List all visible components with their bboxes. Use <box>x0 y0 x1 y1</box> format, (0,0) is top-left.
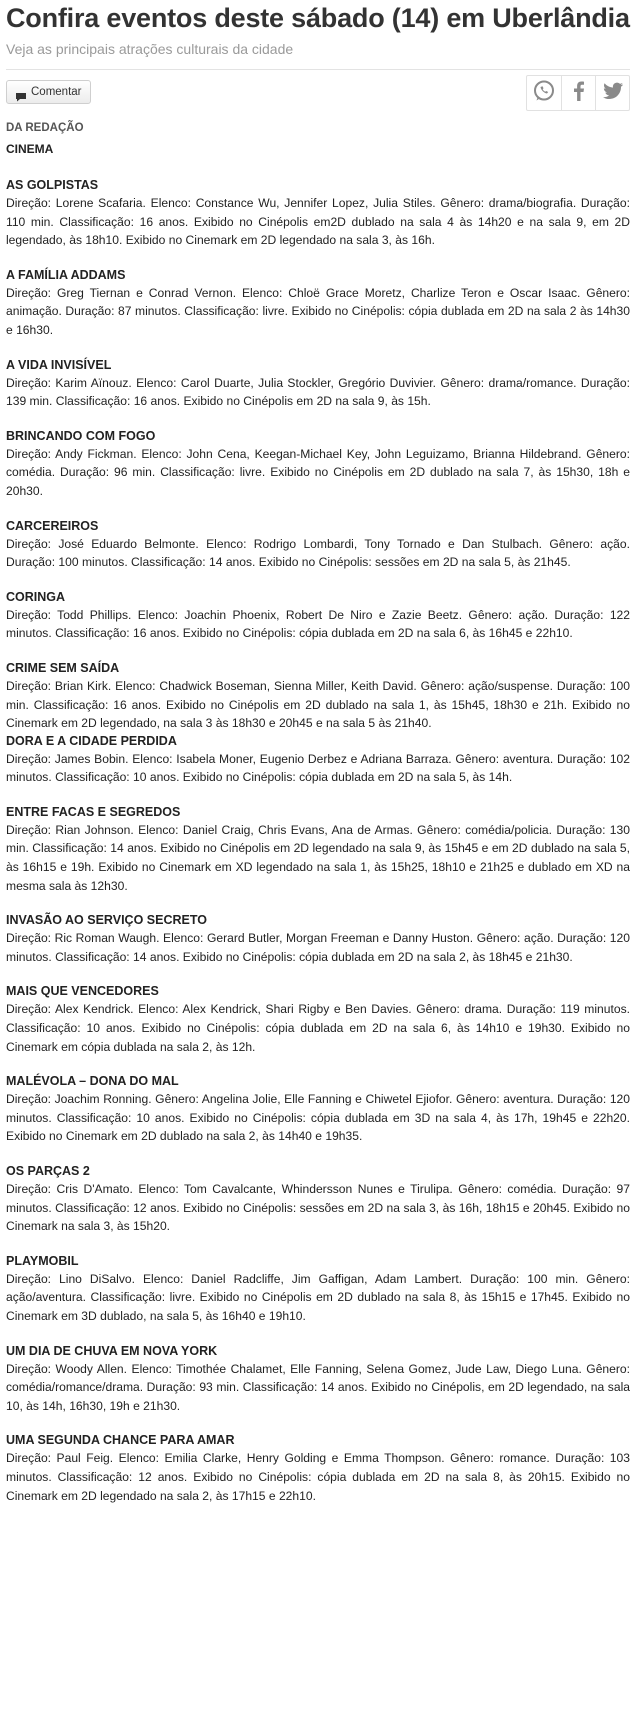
movie-details: Direção: Joachim Ronning. Gênero: Angelina Jolie, Elle Fanning e Chiwetel Ejiofor. Gênero: aventura. Duração: 120 minutos. Classificação: 10 anos. Exibido no Cinépolis: cópia dublada em 3D na sala 4, às 17h, 19h45 e 22h20. Exibido no Cinemark em 2D dublado na sala 2, às 14h40 e 19h35. <box>6 1092 630 1144</box>
movie-title: MALÉVOLA – DONA DO MAL <box>6 1074 179 1089</box>
movie-details: Direção: Karim Aïnouz. Elenco: Carol Duarte, Julia Stockler, Gregório Duvivier. Gênero: drama/romance. Duração: 139 min. Classificação: 16 anos. Exibido no Cinépolis em 2D na sala 9, às 15h. <box>6 375 630 409</box>
movie-item <box>6 1343 630 1416</box>
movie-details: Direção: James Bobin. Elenco: Isabela Moner, Eugenio Derbez e Adriana Barraza. Gênero: aventura. Duração: 102 minutos. Classificação: 10 anos. Exibido no Cinépolis: cópia dublada em 2D na sala 5, às 14h. <box>6 751 630 785</box>
movie-title: UM DIA DE CHUVA EM NOVA YORK <box>6 1343 218 1358</box>
spacer <box>6 501 630 518</box>
movie-item <box>6 428 630 501</box>
byline: DA REDAÇÃO <box>6 122 84 134</box>
movie-details: Direção: Woody Allen. Elenco: Timothée Chalamet, Elle Fanning, Selena Gomez, Jude Law, Diego Luna. Gênero: comédia/romance/drama. Duração: 93 min. Classificação: 14 anos. Exibido no Cinépolis, em 2D legendado, na sala 10, às 14h, 16h30, 19h e 21h30. <box>6 1361 630 1413</box>
movie-title: DORA E A CIDADE PERDIDA <box>6 733 177 748</box>
spacer <box>6 895 630 912</box>
movie-details: Direção: Rian Johnson. Elenco: Daniel Craig, Chris Evans, Ana de Armas. Gênero: comédia/policia. Duração: 130 min. Classificação: 14 anos. Exibido no Cinépolis em 2D legendado na sala 9, às 15h45 e em 2D dublado na sala 5, às 16h15 e 19h. Exibido no Cinemark em XD legendado na sala 1, às 15h25, 18h10 e 21h25 e dublado em XD na mesma sala às 12h30. <box>6 822 630 893</box>
spacer <box>6 1236 630 1253</box>
movie-title: MAIS QUE VENCEDORES <box>6 984 159 999</box>
movie-title: ENTRE FACAS E SEGREDOS <box>6 804 181 819</box>
spacer <box>6 643 630 660</box>
speech-bubble-icon <box>15 87 27 97</box>
spacer <box>6 1415 630 1432</box>
movie-item <box>6 357 630 411</box>
spacer <box>6 1326 630 1343</box>
share-buttons <box>526 75 630 111</box>
movie-details: Direção: Cris D'Amato. Elenco: Tom Cavalcante, Whindersson Nunes e Tirulipa. Gênero: comédia. Duração: 97 minutos. Classificação: 12 anos. Exibido no Cinépolis: sessões em 2D na sala 3, às 16h, 18h15 e 20h45. Exibido no Cinemark na sala 3, às 15h20. <box>6 1182 630 1234</box>
movie-item <box>6 804 630 895</box>
movie-item <box>6 733 630 787</box>
share-twitter-button[interactable] <box>595 76 629 110</box>
movie-title: CARCEREIROS <box>6 518 99 533</box>
movie-item <box>6 1163 630 1236</box>
whatsapp-icon <box>532 79 556 108</box>
spacer <box>6 340 630 357</box>
movie-details: Direção: Todd Phillips. Elenco: Joachin Phoenix, Robert De Niro e Zazie Beetz. Gênero: ação. Duração: 122 minutos. Classificação: 16 anos. Exibido no Cinépolis: cópia dublada em 2D na sala 6, às 16h45 e 22h10. <box>6 607 630 641</box>
article-title: Confira eventos deste sábado (14) em Uberlândia <box>6 3 630 33</box>
comment-button-label: Comentar <box>31 86 82 98</box>
movie-details: Direção: Lino DiSalvo. Elenco: Daniel Radcliffe, Jim Gaffigan, Adam Lambert. Duração: 100 min. Gênero: ação/aventura. Classificação: livre. Exibido no Cinépolis em 2D dublado na sala 8, às 15h15 e 17h45. Exibido no Cinemark em 3D dublado, na sala 5, às 16h40 e 19h10. <box>6 1271 630 1323</box>
movie-details: Direção: Lorene Scafaria. Elenco: Constance Wu, Jennifer Lopez, Julia Stiles. Gênero: drama/biografia. Duração: 110 min. Classificação: 16 anos. Exibido no Cinépolis em2D dublado na sala 4 às 14h20 e na sala 9, em 2D legendado, às 18h10. Exibido no Cinemark em 2D legendado na sala 3, às 16h. <box>6 196 630 248</box>
spacer <box>6 411 630 428</box>
movie-details: Direção: Ric Roman Waugh. Elenco: Gerard Butler, Morgan Freeman e Danny Huston. Gênero: ação. Duração: 120 minutos. Classificação: 14 anos. Exibido no Cinépolis: cópia dublada em 2D na sala 2, às 18h45 e 21h30. <box>6 931 630 964</box>
movie-details: Direção: Brian Kirk. Elenco: Chadwick Boseman, Sienna Miller, Keith David. Gênero: ação/suspense. Duração: 100 min. Classificação: 16 anos. Exibido no Cinépolis em 2D dublado na sala 1, às 15h45, 18h30 e 21h. Exibido no Cinemark em 2D legendado, na sala 3 às 18h30 e 20h45 e na sala 5 às 21h40. <box>6 678 630 731</box>
section-heading: CINEMA <box>6 142 54 156</box>
movie-details: Direção: Greg Tiernan e Conrad Vernon. Elenco: Chloë Grace Moretz, Charlize Teron e Oscar Isaac. Gênero: animação. Duração: 87 minutos. Classificação: livre. Exibido no Cinépolis: cópia dublada em 2D na sala 2 às 14h30 e 16h30. <box>6 285 630 337</box>
movie-item <box>6 1253 630 1326</box>
spacer <box>6 787 630 804</box>
movie-list <box>6 177 630 1505</box>
movie-title: PLAYMOBIL <box>6 1253 79 1268</box>
movie-item <box>6 1073 630 1146</box>
movie-title: OS PARÇAS 2 <box>6 1164 90 1178</box>
movie-details: Direção: Alex Kendrick. Elenco: Alex Kendrick, Shari Rigby e Ben Davies. Gênero: drama. Duração: 119 minutos. Classificação: 10 anos. Exibido no Cinépolis: cópia dublada em 2D na sala 6, às 14h10 e 19h30. Exibido no Cinemark em cópia dublada na sala 2, às 12h. <box>6 1002 630 1054</box>
movie-item <box>6 589 630 643</box>
movie-title: CRIME SEM SAÍDA <box>6 660 120 675</box>
movie-item <box>6 1432 630 1505</box>
share-whatsapp-button[interactable] <box>527 76 561 110</box>
movie-item <box>6 660 630 733</box>
spacer <box>6 966 630 983</box>
facebook-icon <box>567 79 591 108</box>
movie-details: Direção: Andy Fickman. Elenco: John Cena, Keegan-Michael Key, John Leguizamo, Brianna Hildebrand. Gênero: comédia. Duração: 96 min. Classificação: livre. Exibido no Cinépolis em 2D dublado na sala 7, às 15h30, 18h e 20h30. <box>6 446 630 498</box>
movie-item <box>6 518 630 572</box>
share-facebook-button[interactable] <box>561 76 595 110</box>
movie-title: BRINCANDO COM FOGO <box>6 428 156 443</box>
twitter-icon <box>601 79 625 108</box>
movie-title: A FAMÍLIA ADDAMS <box>6 267 126 282</box>
spacer <box>6 250 630 267</box>
movie-item <box>6 912 630 966</box>
movie-title: UMA SEGUNDA CHANCE PARA AMAR <box>6 1433 235 1448</box>
comment-button[interactable] <box>6 80 91 104</box>
article-subtitle: Veja as principais atrações culturais da cidade <box>6 41 294 57</box>
spacer <box>6 1056 630 1073</box>
spacer <box>6 1146 630 1163</box>
article-toolbar <box>6 70 630 116</box>
movie-details: Direção: Paul Feig. Elenco: Emilia Clarke, Henry Golding e Emma Thompson. Gênero: romance. Duração: 103 minutos. Classificação: 12 anos. Exibido no Cinépolis: cópia dublada em 2D na sala 8, às 20h15. Exibido no Cinemark em 2D legendado na sala 2, às 17h15 e 22h10. <box>6 1451 630 1503</box>
movie-title: INVASÃO AO SERVIÇO SECRETO <box>6 913 207 928</box>
movie-details: Direção: José Eduardo Belmonte. Elenco: Rodrigo Lombardi, Tony Tornado e Dan Stulbach. Gênero: ação. Duração: 100 minutos. Classificação: 14 anos. Exibido no Cinépolis: sessões em 2D na sala 5, às 21h45. <box>6 536 630 570</box>
movie-title: AS GOLPISTAS <box>6 178 99 192</box>
movie-item <box>6 177 630 250</box>
spacer <box>6 572 630 589</box>
movie-item <box>6 983 630 1056</box>
movie-item <box>6 267 630 340</box>
movie-title: A VIDA INVISÍVEL <box>6 357 112 372</box>
movie-title: CORINGA <box>6 589 66 604</box>
